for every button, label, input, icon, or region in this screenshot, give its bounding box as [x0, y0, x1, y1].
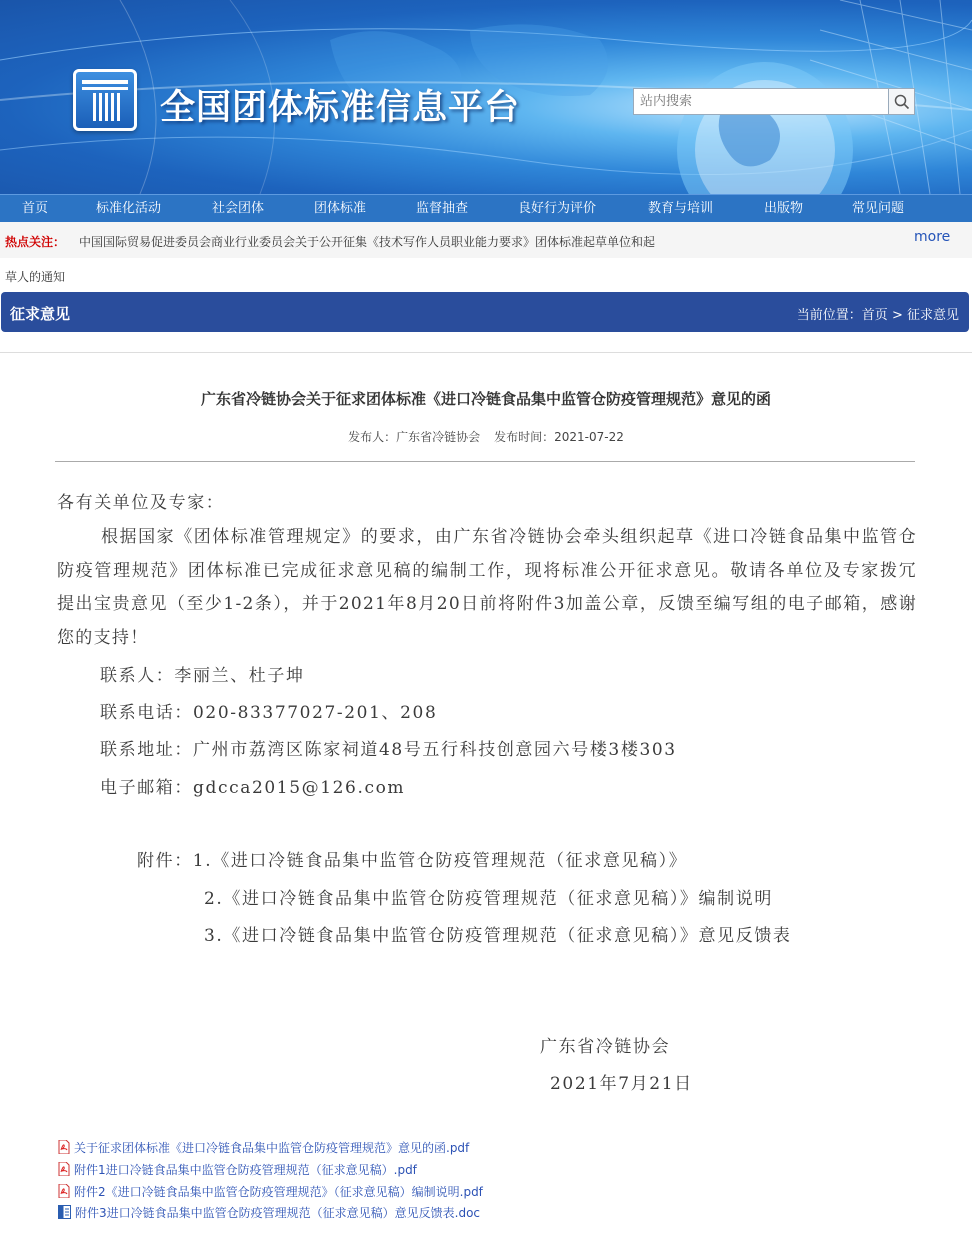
nav-item-publications[interactable]: 出版物: [764, 201, 804, 216]
t-logo-glyph: [76, 72, 134, 128]
breadcrumb-prefix: 当前位置：: [796, 308, 862, 323]
breadcrumb-separator: >: [891, 308, 903, 323]
pdf-icon: [58, 1162, 70, 1176]
nav-item-good-behavior[interactable]: 良好行为评价: [518, 201, 597, 216]
article-paragraph: 根据国家《团体标准管理规定》的要求，由广东省冷链协会牵头组织起草《进口冷链食品集中监管仓防疫管理规范》团体标准已完成征求意见稿的编制工作，现将标准公开征求意见。敬请各单位及专家拨冗提出宝贵意见（至少1-2条），并于2021年8月20日前将附件3加盖公章，反馈至编写组的电子邮箱，感谢您的支持！: [57, 527, 917, 648]
contact-address: 联系地址：广州市荔湾区陈家祠道48号五行科技创意园六号楼3楼303: [100, 740, 677, 760]
doc-icon: [58, 1205, 71, 1219]
nav-item-standardization[interactable]: 标准化活动: [96, 201, 162, 216]
breadcrumb-home[interactable]: 首页: [861, 308, 888, 323]
site-title[interactable]: 全国团体标准信息平台: [160, 88, 521, 128]
article-title: 广东省冷链协会关于征求团体标准《进口冷链食品集中监管仓防疫管理规范》意见的函: [200, 390, 771, 408]
pdf-icon: [58, 1140, 70, 1154]
file-link[interactable]: [58, 1204, 480, 1220]
nav-item-home[interactable]: 首页: [22, 201, 49, 216]
article-publisher: 发布人：广东省冷链协会: [348, 430, 481, 444]
contact-person: 联系人：李丽兰、杜子坤: [100, 666, 305, 686]
hot-news-label: 热点关注：: [5, 235, 66, 249]
section-header: [1, 292, 969, 332]
nav-item-group-standards[interactable]: 团体标准: [314, 201, 367, 216]
site-banner: [0, 0, 972, 194]
breadcrumb: [797, 304, 959, 323]
nav-item-education[interactable]: 教育与培训: [648, 201, 714, 216]
breadcrumb-current[interactable]: 征求意见: [906, 308, 959, 323]
hot-news-link-continuation[interactable]: 草人的通知: [5, 270, 66, 284]
attachment-line-3: 3.《进口冷链食品集中监管仓防疫管理规范（征求意见稿）》意见反馈表: [204, 926, 792, 946]
article-top-divider: [0, 352, 972, 353]
file-link[interactable]: [58, 1161, 417, 1177]
file-name[interactable]: 附件1进口冷链食品集中监管仓防疫管理规范（征求意见稿）.pdf: [74, 1162, 417, 1177]
nav-item-faq[interactable]: 常见问题: [852, 201, 905, 216]
article-divider: [55, 461, 915, 462]
attachment-line-1: 附件：1.《进口冷链食品集中监管仓防疫管理规范（征求意见稿）》: [137, 851, 688, 871]
contact-email: 电子邮箱：gdcca2015@126.com: [100, 778, 406, 798]
signature-org: 广东省冷链协会: [540, 1037, 671, 1057]
search-box: [633, 88, 915, 115]
hot-news-more-link[interactable]: more: [914, 229, 951, 245]
t-logo-icon[interactable]: [73, 69, 137, 131]
search-button[interactable]: [889, 88, 915, 115]
search-input[interactable]: [633, 88, 889, 115]
main-nav: [0, 194, 972, 222]
hot-news-bar: [0, 222, 972, 258]
pdf-icon: [58, 1184, 70, 1198]
article-publish-time: 发布时间：2021-07-22: [494, 430, 624, 444]
nav-item-social-groups[interactable]: 社会团体: [212, 201, 265, 216]
signature-date: 2021年7月21日: [550, 1074, 693, 1094]
attachment-line-2: 2.《进口冷链食品集中监管仓防疫管理规范（征求意见稿）》编制说明: [204, 889, 773, 909]
file-name[interactable]: 附件2《进口冷链食品集中监管仓防疫管理规范》（征求意见稿）编制说明.pdf: [74, 1184, 483, 1199]
section-title: 征求意见: [10, 305, 71, 323]
article-salutation: 各有关单位及专家：: [57, 493, 225, 513]
article-meta: [0, 428, 972, 445]
search-icon: [894, 94, 910, 110]
hot-news-link[interactable]: 中国国际贸易促进委员会商业行业委员会关于公开征集《技术写作人员职业能力要求》团体标准起草单位和起: [79, 235, 656, 249]
file-name[interactable]: 附件3进口冷链食品集中监管仓防疫管理规范（征求意见稿）意见反馈表.doc: [75, 1205, 481, 1220]
file-link[interactable]: [58, 1183, 483, 1199]
file-link[interactable]: [58, 1139, 469, 1155]
contact-phone: 联系电话：020-83377027-201、208: [100, 703, 438, 723]
nav-item-supervision[interactable]: 监督抽查: [416, 201, 469, 216]
file-name[interactable]: 关于征求团体标准《进口冷链食品集中监管仓防疫管理规范》意见的函.pdf: [74, 1140, 470, 1155]
